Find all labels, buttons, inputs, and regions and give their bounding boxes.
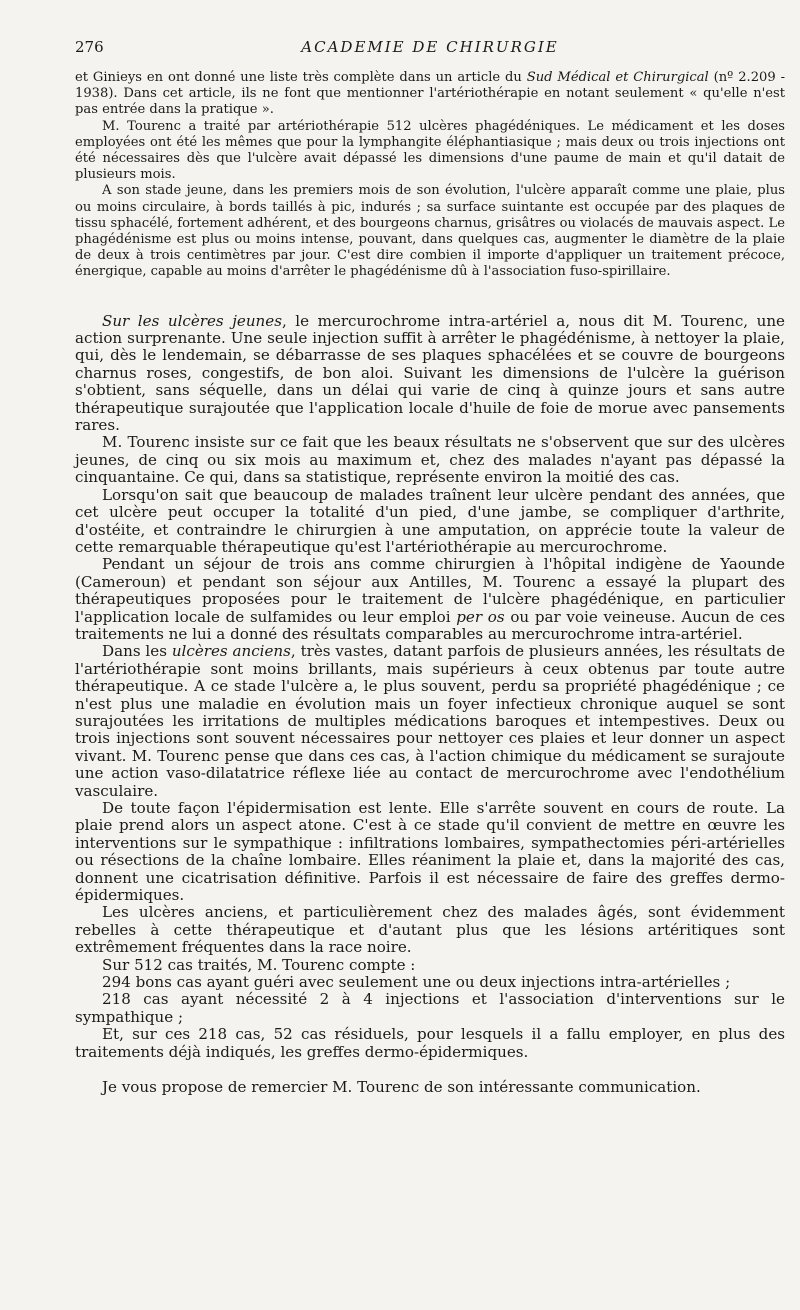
paragraph-11: Et, sur ces 218 cas, 52 cas résiduels, pour lesquels il a fallu employer, en plus des traitements déjà indiqués, les greffes dermo-épidermiques. <box>75 1025 785 1061</box>
text-run: ou par voie veineuse. Aucun de ces traitements ne lui a donné des résultats comparables au mercurochrome intra-artériel. <box>75 607 785 643</box>
conclusion-paragraph: Je vous propose de remercier M. Tourenc de son intéressante communication. <box>102 1078 701 1097</box>
paragraph-9: 294 bons cas ayant guéri avec seulement une ou deux injections intra-artérielles ; <box>102 973 731 992</box>
paragraph-4 <box>75 556 785 643</box>
small-paragraph-1 <box>75 70 785 119</box>
text-run: Pendant un séjour de trois ans comme chirurgien à l'hôpital indigène de Yaounde (Cameroun) et pendant son séjour aux Antilles, M. Tourenc a essayé la plupart des thérapeutiques proposées pour le traitement de l'ulcère phagédénique, en particulier l'application locale de sulfamides ou leur emploi <box>75 555 785 626</box>
italic-phrase: per os <box>456 607 505 626</box>
text-run: et Ginieys en ont donné une liste très complète dans un article du <box>75 70 527 85</box>
paragraph-1 <box>75 313 785 435</box>
page-number: 276 <box>75 38 104 56</box>
paragraph-8: Sur 512 cas traités, M. Tourenc compte : <box>102 955 416 974</box>
paragraph-3: Lorsqu'on sait que beaucoup de malades traînent leur ulcère pendant des années, que cet ulcère peut occuper la totalité d'un pied, d'une jambe, se compliquer d'arthrite, d'ostéite, et contraindre le chirurgien à une amputation, on apprécie toute la valeur de cette remarquable thérapeutique qu'est l'artériothérapie au mercurochrome. <box>75 485 785 556</box>
paragraph-5 <box>75 643 785 800</box>
small-paragraph-2: M. Tourenc a traité par artériothérapie 512 ulcères phagédéniques. Le médicament et les doses employées ont été les mêmes que pour la lymphangite éléphantiasique ; mais deux ou trois injections ont été nécessaires dès que l'ulcère avait dépassé les dimensions d'une paume de main et qu'il datait de plusieurs mois. <box>75 118 785 183</box>
paragraph-6: De toute façon l'épidermisation est lente. Elle s'arrête souvent en cours de route. La plaie prend alors un aspect atone. C'est à ce stade qu'il convient de mettre en œuvre les interventions sur le sympathique : infiltrations lombaires, sympathectomies péri-artérielles ou résections de la chaîne lombaire. Elles réaniment la plaie et, dans la majorité des cas, donnent une cicatrisation définitive. Parfois il est nécessaire de faire des greffes dermo-épidermiques. <box>75 799 785 905</box>
page <box>75 38 785 1097</box>
small-paragraph-3: A son stade jeune, dans les premiers mois de son évolution, l'ulcère apparaît comme une plaie, plus ou moins circulaire, à bords taillés à pic, indurés ; sa surface suintante est occupée par des plaques de tissu sphacélé, fortement adhérent, et des bourgeons charnus, grisâtres ou violacés de mauvais aspect. Le phagédénisme est plus ou moins intense, pouvant, dans quelques cas, augmenter le diamètre de la plaie de deux à trois centimètres par jour. C'est dire combien il importe d'appliquer un traitement précoce, énergique, capable au moins d'arrêter le phagédénisme dû à l'association fuso-spirillaire. <box>75 183 785 280</box>
journal-title: Sud Médical et Chirurgical <box>526 70 709 85</box>
page-header <box>75 38 785 66</box>
text-run: Dans les <box>102 642 172 661</box>
paragraph-10: 218 cas ayant nécessité 2 à 4 injections et l'association d'interventions sur le sympathique ; <box>75 990 785 1026</box>
paragraph-2: M. Tourenc insiste sur ce fait que les beaux résultats ne s'observent que sur des ulcères jeunes, de cinq ou six mois au maximum et, chez des malades n'ayant pas dépassé la cinquantaine. Ce qui, dans sa statistique, représente environ la moitié des cas. <box>75 433 785 487</box>
paragraph-7: Les ulcères anciens, et particulièrement chez des malades âgés, sont évidemment rebelles à cette thérapeutique et d'autant plus que les lésions artéritiques sont extrêmement fréquentes dans la race noire. <box>75 903 785 957</box>
italic-phrase: ulcères anciens <box>171 642 291 661</box>
main-text-section <box>75 313 785 1097</box>
italic-phrase: Sur les ulcères jeunes <box>102 311 282 330</box>
text-run: (nº 2.209 - 1938). Dans cet article, ils ne font que mentionner l'artériothérapie en notant seulement « qu'elle n'est pas entrée dans la pratique ». <box>75 70 786 118</box>
text-run: , très vastes, datant parfois de plusieurs années, les résultats de l'artériothérapie sont moins brillants, mais supérieurs à ceux obtenus par toute autre thérapeutique. A ce stade l'ulcère a, le plus souvent, perdu sa propriété phagédénique ; ce n'est plus une maladie en évolution mais un foyer infectieux chronique auquel se sont surajoutées les irritations de multiples médications baroques et intempestives. Deux ou trois injections sont souvent nécessaires pour nettoyer ces plaies et leur donner un aspect vivant. M. Tourenc pense que dans ces cas, à l'action chimique du médicament se surajoute une action vaso-dilatatrice réflexe liée au contact de mercurochrome avec l'endothélium vasculaire. <box>75 642 785 800</box>
text-run: , le mercurochrome intra-artériel a, nous dit M. Tourenc, une action surprenante. Une seule injection suffit à arrêter le phagédénisme, à nettoyer la plaie, qui, dès le lendemain, se débarrasse de ses plaques sphacélées et se couvre de bourgeons charnus roses, congestifs, de bon aloi. Suivant les dimensions de l'ulcère la guérison s'obtient, sans séquelle, dans un délai qui varie de cinq à quinze jours et sans autre thérapeutique surajoutée que l'application locale d'huile de foie de morue avec pansements rares. <box>75 311 785 435</box>
running-head: ACADEMIE DE CHIRURGIE <box>301 38 559 56</box>
small-print-section <box>75 70 785 281</box>
